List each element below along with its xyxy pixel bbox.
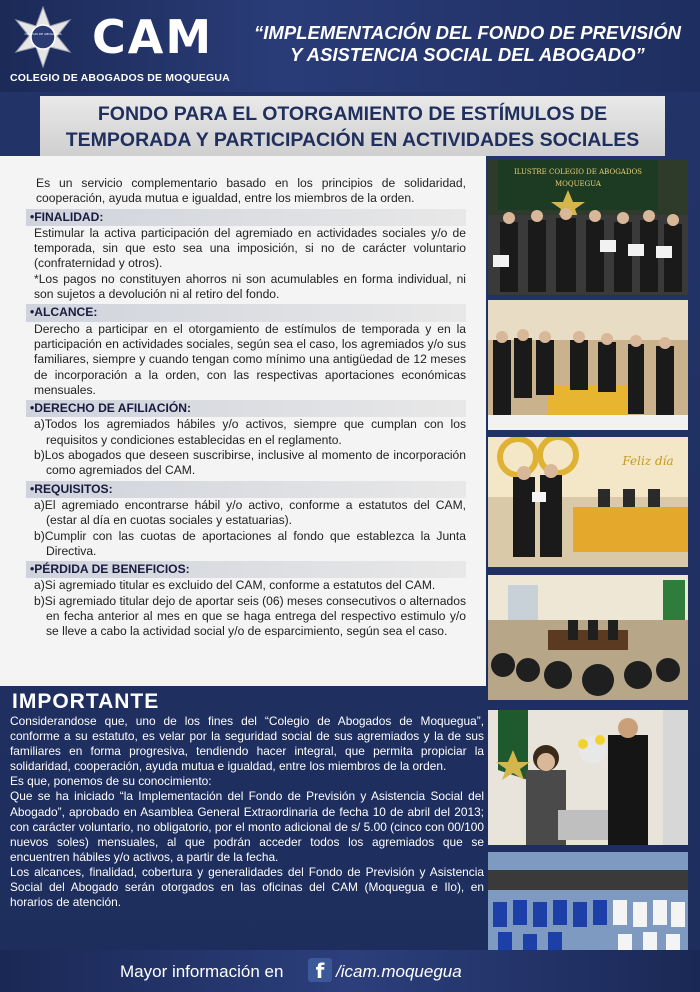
finalidad-note: *Los pagos no constituyen ahorros ni son acumulables en forma individual, ni son sujetos a devolución ni al retiro del fondo. — [34, 271, 466, 302]
photo-ceremony-group — [488, 160, 688, 295]
header-title — [240, 22, 695, 66]
photo-ribbon-cutting — [488, 710, 688, 845]
finalidad-text: Estimular la activa participación del agremiado en actividades sociales y/o de temporada, sin que esto sea una imposición, si no de carácter voluntario (confraternidad y otros). — [34, 225, 466, 271]
important-body — [10, 714, 484, 910]
important-title: IMPORTANTE — [12, 690, 160, 713]
important-paragraph-2: Es que, ponemos de su conocimiento: — [10, 774, 212, 789]
star-badge-icon — [12, 6, 74, 68]
section-banner — [40, 96, 665, 156]
photo1-sign-line2: MOQUEGUA — [555, 180, 601, 188]
header-title-line2: Y ASISTENCIA SOCIAL DEL ABOGADO” — [290, 44, 645, 65]
footer-text: Mayor información en — [120, 962, 284, 981]
logo-subtitle: COLEGIO DE ABOGADOS DE MOQUEGUA — [10, 72, 230, 84]
requisitos-item-a: a)El agremiado encontrarse hábil y/o activo, conforme a estatutos del CAM, (estar al día en cuotas sociales y estatuarias). — [34, 497, 466, 528]
alcance-text: Derecho a participar en el otorgamiento de estímulos de temporada y en la participación en actividades sociales, según sea el caso, los agremiados y/o sus familiares, siempre y cuando tengan como mínimo una antigüedad de 12 meses de incorporación a la orden, con las respectivas aportaciones económicas mensuales. — [34, 321, 466, 397]
photo3-sign: Feliz día — [622, 454, 674, 468]
facebook-handle-link[interactable]: /icam.moquegua — [336, 962, 462, 981]
intro-text: Es un servicio complementario basado en los principios de solidaridad, cooperación, ayuda mutua e igualdad, entre los miembros de la orden. — [36, 176, 466, 206]
derecho-heading: •DERECHO DE AFILIACIÓN: — [26, 400, 466, 417]
finalidad-heading: •FINALIDAD: — [26, 209, 466, 226]
important-paragraph-1: Considerandose que, uno de los fines del “Colegio de Abogados de Moquegua”, conforme a su estatuto, es velar por la seguridad social de sus agremiados y la de sus familiares en forma progresiva, tendiendo hacer integral, que permita propiciar la solidaridad, cooperación, ayuda mutua e igualdad, entre los miembros de la orden. — [10, 714, 484, 774]
photo-event-table — [488, 300, 688, 430]
header-title-line1: “IMPLEMENTACIÓN DEL FONDO DE PREVISIÓN — [254, 22, 681, 43]
photo-award-stage — [488, 437, 688, 567]
requisitos-heading: •REQUISITOS: — [26, 481, 466, 498]
derecho-item-b: b)Los abogados que deseen suscribirse, inclusive al momento de incorporación como agremiados del CAM. — [34, 448, 466, 478]
important-paragraph-3: Que se ha iniciado “la Implementación del Fondo de Previsión y Asistencia Social del Abogado”, aprobado en Asamblea General Extraordinaria de fecha 10 de abril del 2013; con carácter voluntario, no obligatorio, por el monto adicional de s/ 5.00 (cinco con 00/100 nuevos soles) mensuales, al que podrán acceder todos los agremiados que se encuentren hábiles y/o activos, a partir de la fecha. — [10, 789, 484, 864]
important-paragraph-4: Los alcances, finalidad, cobertura y generalidades del Fondo de Previsión y Asistencia Social del Abogado serán otorgados en las oficinas del CAM (Moquegua e Ilo), en horarios de atención. — [10, 864, 484, 910]
photo-meeting-hall — [488, 575, 688, 700]
facebook-icon[interactable]: f — [308, 958, 332, 982]
logo-acronym: CAM — [92, 10, 214, 64]
photo1-sign-line1: ILUSTRE COLEGIO DE ABOGADOS — [514, 168, 642, 176]
alcance-heading: •ALCANCE: — [26, 304, 466, 321]
derecho-item-a: a)Todos los agremiados hábiles y/o activos, siempre que cumplan con los requisitos y condiciones establecidas en el reglamento. — [34, 417, 466, 447]
footer — [0, 950, 700, 992]
banner-line1: FONDO PARA EL OTORGAMIENTO DE ESTÍMULOS DE — [97, 103, 608, 125]
requisitos-item-b: b)Cumplir con las cuotas de aportaciones al fondo que establezca la Junta Directiva. — [34, 528, 466, 558]
perdida-item-b: b)Si agremiado titular dejo de aportar seis (06) meses consecutivos o alternados en fecha anterior al mes en que se haga entrega del respectivo estimulo y/o se lleve a cabo la actividad social y/o de esparcimiento, según sea el caso. — [34, 593, 466, 639]
perdida-heading: •PÉRDIDA DE BENEFICIOS: — [26, 561, 466, 578]
content-panel — [0, 156, 486, 686]
perdida-item-a: a)Si agremiado titular es excluido del CAM, conforme a estatutos del CAM. — [34, 578, 436, 593]
badge-text: COLEGIO DE ABOGADOS — [24, 32, 62, 36]
banner-line2: TEMPORADA Y PARTICIPACIÓN EN ACTIVIDADES SOCIALES — [65, 129, 640, 151]
header — [0, 0, 700, 92]
